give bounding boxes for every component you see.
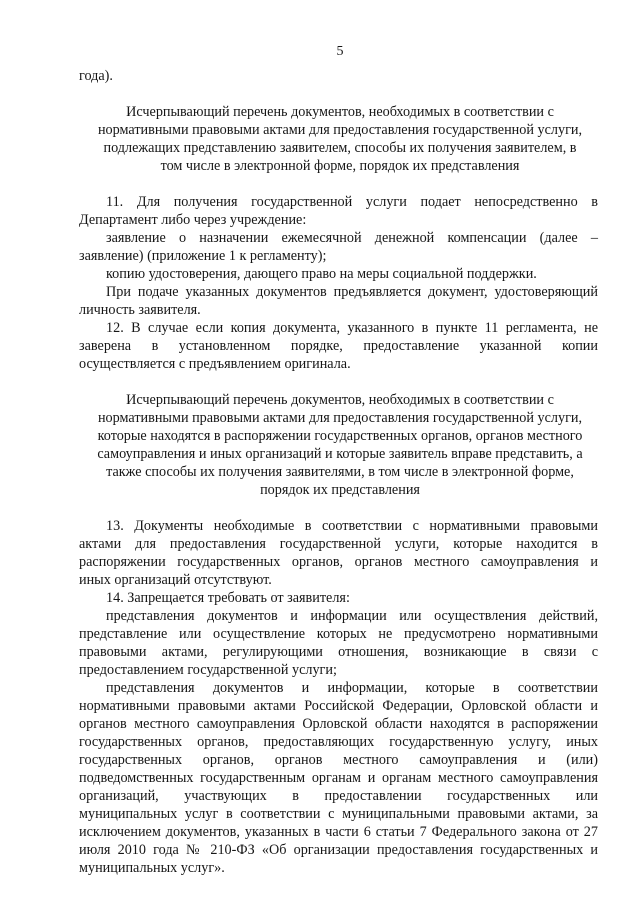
text-line: июля 2010 года № 210-ФЗ «Об организации предоставления государственных и <box>79 842 598 858</box>
text-line: представления документов и информации, которые в соответствии <box>106 680 598 696</box>
text-line: распоряжении государственных органов, органов местного самоуправления и <box>79 554 598 570</box>
text-line: нормативными правовыми актами Российской Федерации, Орловской области и <box>79 698 598 714</box>
text-line: самоуправления и иных организаций и которые заявитель вправе представить, а <box>97 446 583 462</box>
text-line: также способы их получения заявителями, в том числе в электронной форме, <box>106 464 574 480</box>
text-line: 12. В случае если копия документа, указанного в пункте 11 регламента, не <box>106 320 598 336</box>
text-line: исключением документов, указанных в части 6 статьи 7 Федерального закона от 27 <box>79 824 598 840</box>
text-line: Департамент либо через учреждение: <box>79 212 307 228</box>
text-line: Исчерпывающий перечень документов, необходимых в соответствии с <box>126 392 554 408</box>
text-line: подлежащих представлению заявителем, способы их получения заявителем, в <box>103 140 577 156</box>
text-line: осуществляется с предъявлением оригинала. <box>79 356 351 372</box>
text-line: том числе в электронной форме, порядок их представления <box>160 158 520 174</box>
text-line: государственных органов, предоставляющих государственную услугу, иных <box>79 734 598 750</box>
text-line: нормативными правовыми актами для предоставления государственной услуги, <box>97 122 583 138</box>
text-line: организаций, участвующих в предоставлении государственных или <box>79 788 598 804</box>
text-line: муниципальных услуг в соответствии с муниципальными правовыми актами, за <box>79 806 598 822</box>
text-line: органов местного самоуправления Орловской области находятся в распоряжении <box>79 716 598 732</box>
text-line: которые находятся в распоряжении государственных органов, органов местного <box>97 428 583 444</box>
text-line: порядок их представления <box>260 482 420 498</box>
text-line: нормативными правовыми актами для предоставления государственной услуги, <box>97 410 583 426</box>
text-line: государственных органов, органов местного самоуправления и (или) <box>79 752 598 768</box>
text-line: представление или осуществление которых не предусмотрено нормативными <box>79 626 598 642</box>
text-line: муниципальных услуг». <box>79 860 225 876</box>
text-line: Исчерпывающий перечень документов, необходимых в соответствии с <box>126 104 554 120</box>
text-line: При подаче указанных документов предъявляется документ, удостоверяющий <box>106 284 598 300</box>
page-number: 5 <box>336 44 344 59</box>
text-line: иных организаций отсутствуют. <box>79 572 272 588</box>
text-line: 14. Запрещается требовать от заявителя: <box>106 590 350 606</box>
text-line: предоставлением государственной услуги; <box>79 662 337 678</box>
text-line: представления документов и информации или осуществления действий, <box>106 608 598 624</box>
text-line: правовыми актами, регулирующими отношения, возникающие в связи с <box>79 644 598 660</box>
text-line: актами для предоставления государственной услуги, которые находится в <box>79 536 598 552</box>
text-line: года). <box>79 68 113 84</box>
text-line: 11. Для получения государственной услуги подает непосредственно в <box>106 194 598 210</box>
text-line: заявление) (приложение 1 к регламенту); <box>79 248 327 264</box>
text-line: личность заявителя. <box>79 302 201 318</box>
text-line: заявление о назначении ежемесячной денежной компенсации (далее – <box>106 230 598 246</box>
text-line: заверена в установленном порядке, предоставление указанной копии <box>79 338 598 354</box>
text-line: 13. Документы необходимые в соответствии с нормативными правовыми <box>106 518 598 534</box>
text-line: копию удостоверения, дающего право на меры социальной поддержки. <box>106 266 537 282</box>
text-line: подведомственных государственным органам и органам местного самоуправления <box>79 770 598 786</box>
